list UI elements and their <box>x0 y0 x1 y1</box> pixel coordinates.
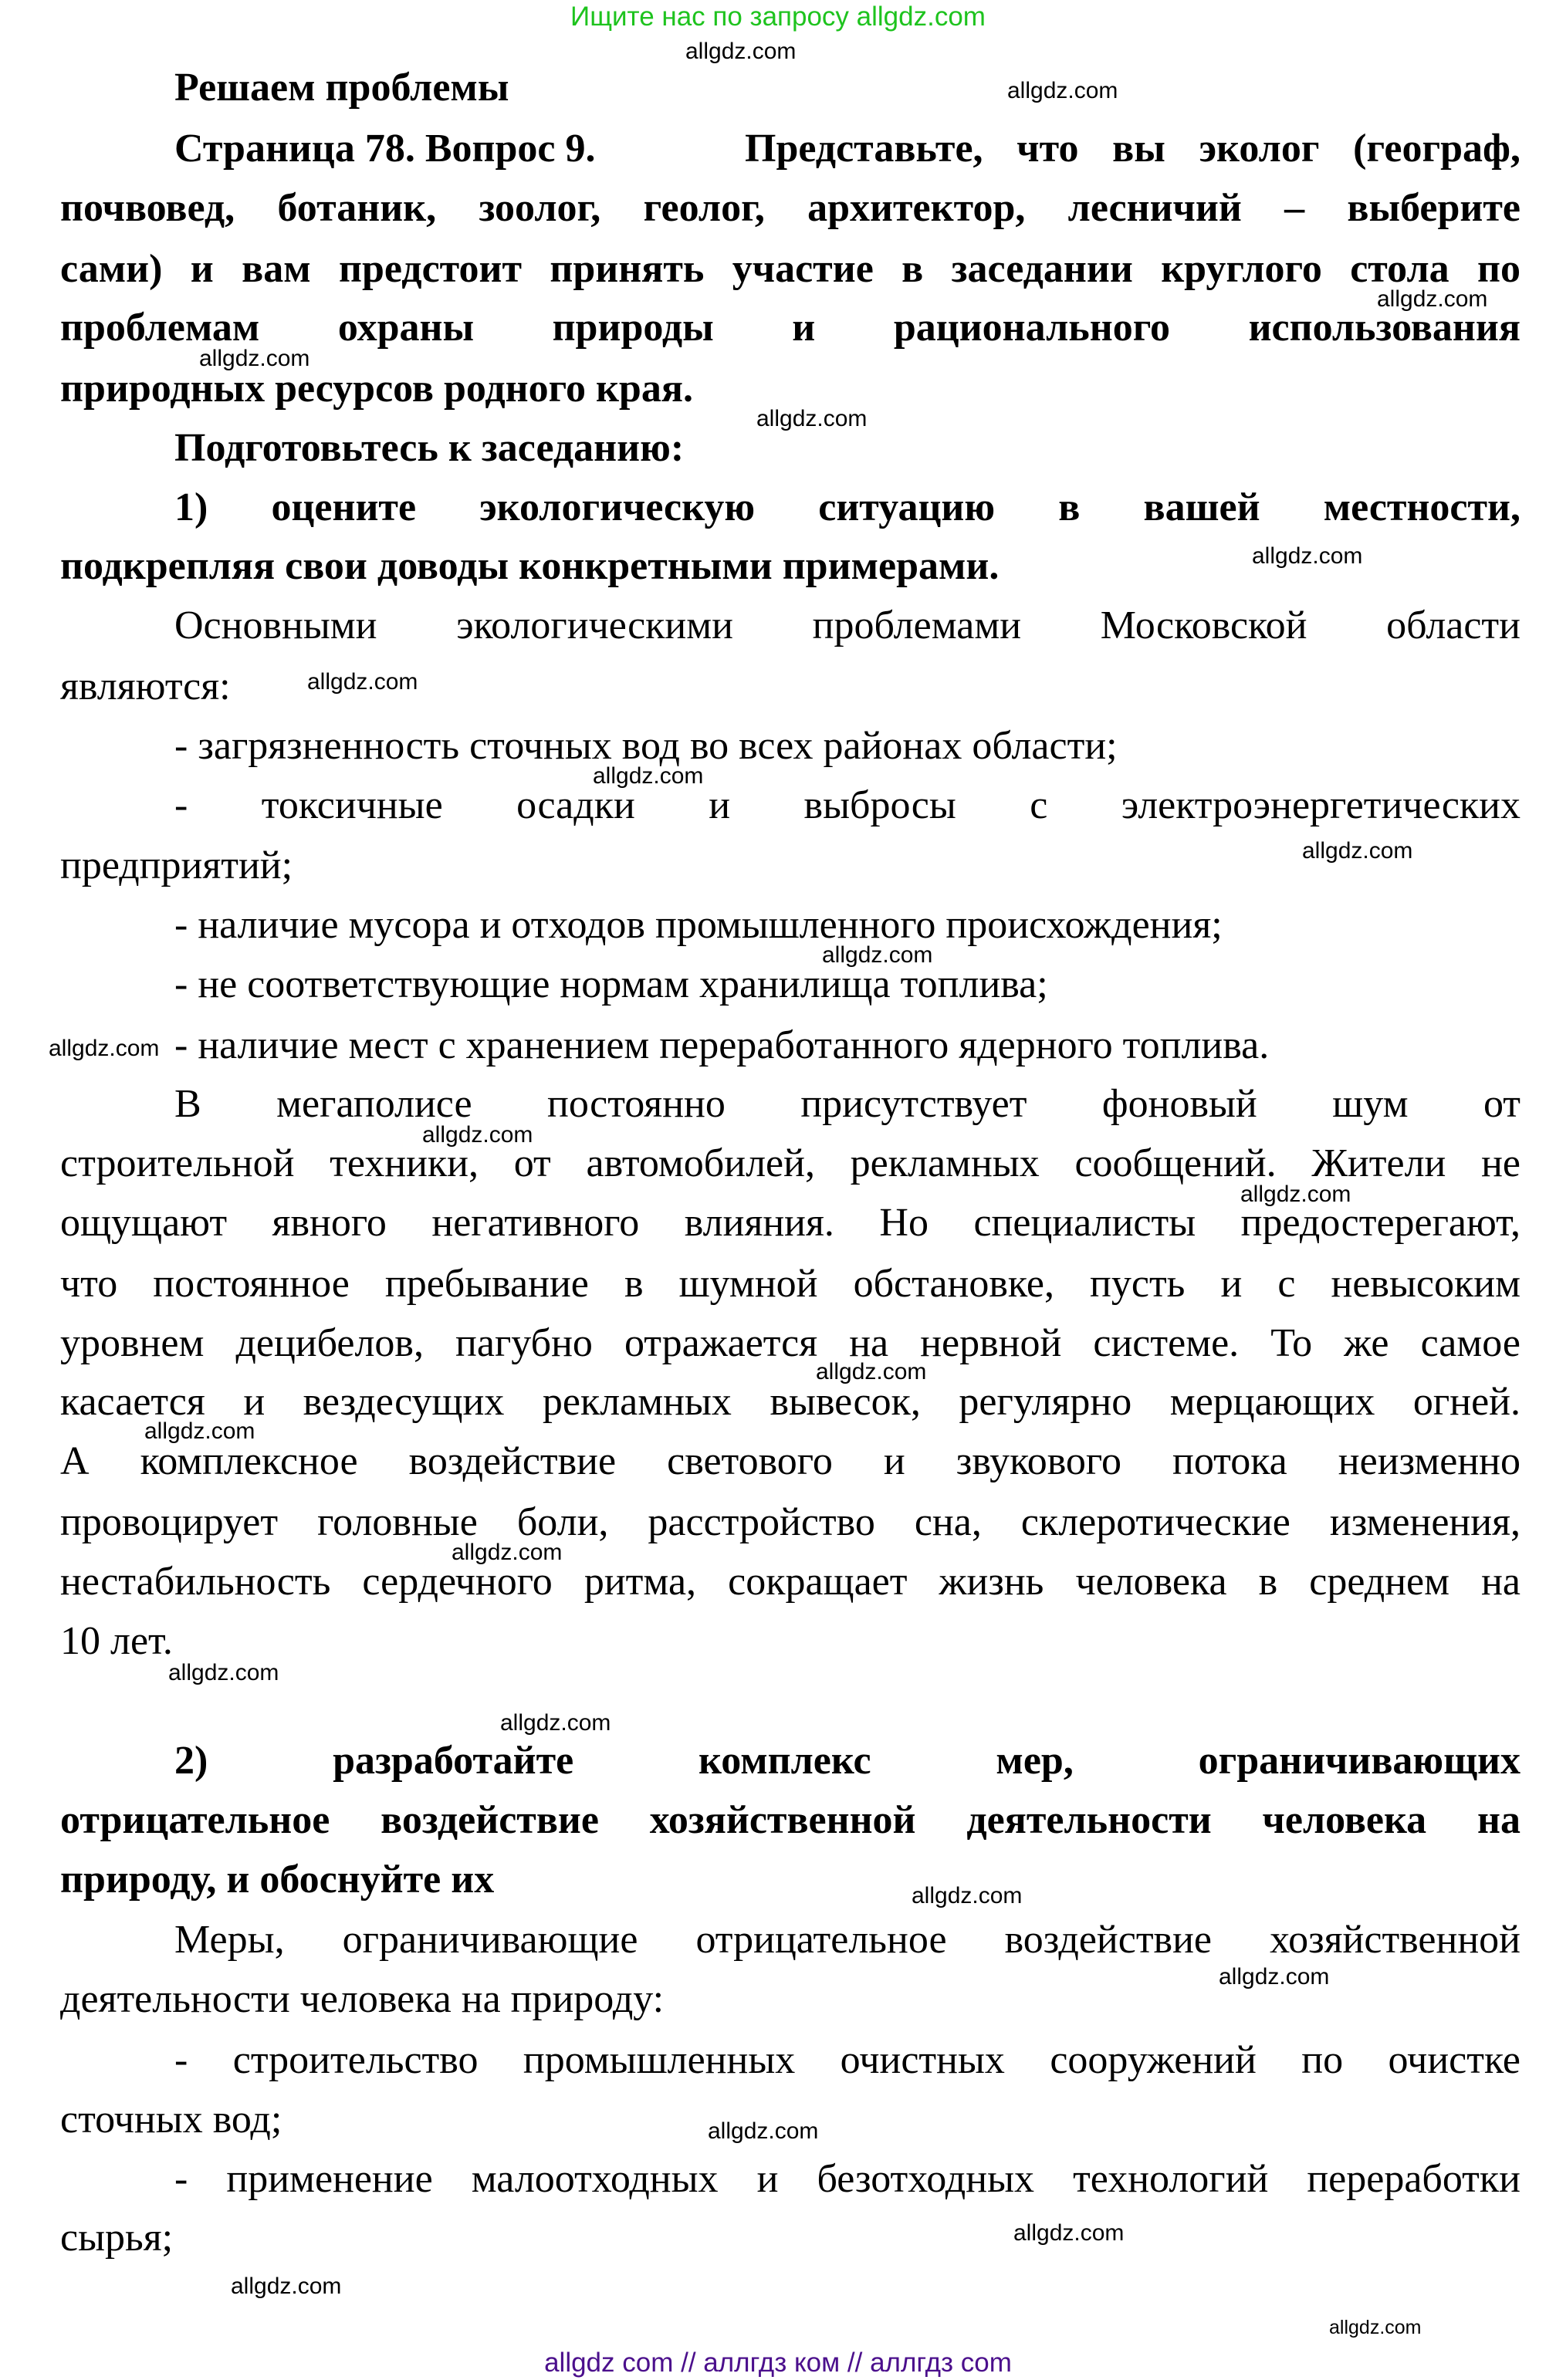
question-text: сами) и вам предстоит принять участие в заседании круглого стола по <box>60 247 1520 291</box>
paragraph-line: ощущают явного негативного влияния. Но специалисты предостерегают, <box>60 1201 1520 1245</box>
footer-banner[interactable]: allgdz com // аллгдз ком // аллгдз com <box>544 2348 1012 2378</box>
section-title: Решаем проблемы <box>174 66 509 110</box>
list-item: - наличие мусора и отходов промышленного происхождения; <box>174 903 1223 947</box>
watermark: allgdz.com <box>1302 838 1413 864</box>
list-item: предприятий; <box>60 843 293 887</box>
watermark: allgdz.com <box>685 39 797 64</box>
question-text: проблемам охраны природы и рационального использования <box>60 306 1520 350</box>
watermark: allgdz.com <box>593 763 704 789</box>
list-item: - токсичные осадки и выбросы с электроэнергетических <box>174 783 1520 827</box>
list-item: сырья; <box>60 2216 174 2260</box>
task-1: подкрепляя свои доводы конкретными примерами. <box>60 544 1000 588</box>
question-label: Страница 78. Вопрос 9. <box>174 127 596 171</box>
list-item: - применение малоотходных и безотходных технологий переработки <box>174 2157 1520 2201</box>
paragraph-line: уровнем децибелов, пагубно отражается на нервной системе. То же самое <box>60 1321 1520 1365</box>
question-text: почвовед, ботаник, зоолог, геолог, архитектор, лесничий – выберите <box>60 186 1520 230</box>
watermark: allgdz.com <box>1377 286 1488 312</box>
watermark: allgdz.com <box>1007 78 1118 103</box>
watermark: allgdz.com <box>231 2274 342 2299</box>
watermark: allgdz.com <box>816 1359 927 1384</box>
paragraph-line: Основными экологическими проблемами Московской области <box>174 603 1520 647</box>
question-text: природных ресурсов родного края. <box>60 367 693 411</box>
list-item: - загрязненность сточных вод во всех районах области; <box>174 724 1118 768</box>
watermark: allgdz.com <box>1013 2220 1125 2246</box>
search-banner[interactable]: Ищите нас по запросу allgdz.com <box>570 2 986 32</box>
watermark: allgdz.com <box>822 942 933 968</box>
watermark: allgdz.com <box>452 1540 563 1565</box>
watermark: allgdz.com <box>199 346 310 371</box>
list-item: - строительство промышленных очистных сооружений по очистке <box>174 2038 1520 2082</box>
watermark: allgdz.com <box>49 1036 160 1061</box>
watermark: allgdz.com <box>1329 2317 1422 2338</box>
task-1: 1) оцените экологическую ситуацию в вашей местности, <box>174 485 1520 529</box>
watermark: allgdz.com <box>912 1883 1023 1908</box>
watermark: allgdz.com <box>1240 1182 1351 1207</box>
paragraph-line: А комплексное воздействие светового и звукового потока неизменно <box>60 1439 1520 1483</box>
paragraph-line: провоцирует головные боли, расстройство сна, склеротические изменения, <box>60 1500 1520 1544</box>
task-2: отрицательное воздействие хозяйственной деятельности человека на <box>60 1798 1520 1842</box>
watermark: allgdz.com <box>144 1418 255 1444</box>
question-text-start: Представьте, что вы эколог (географ, <box>745 127 1520 171</box>
watermark: allgdz.com <box>168 1660 279 1685</box>
task-2: природу, и обоснуйте их <box>60 1858 495 1902</box>
paragraph-line: нестабильность сердечного ритма, сокращает жизнь человека в среднем на <box>60 1560 1520 1604</box>
paragraph-line: что постоянное пребывание в шумной обстановке, пусть и с невысоким <box>60 1262 1520 1306</box>
paragraph-line: 10 лет. <box>60 1619 173 1663</box>
paragraph-line: деятельности человека на природу: <box>60 1977 665 2021</box>
paragraph-line: являются: <box>60 664 231 708</box>
list-item: - наличие мест с хранением переработанного ядерного топлива. <box>174 1023 1270 1067</box>
watermark: allgdz.com <box>307 669 418 695</box>
paragraph-line: В мегаполисе постоянно присутствует фоновый шум от <box>174 1082 1520 1126</box>
watermark: allgdz.com <box>756 406 868 431</box>
watermark: allgdz.com <box>708 2118 819 2144</box>
list-item: - не соответствующие нормам хранилища топлива; <box>174 962 1048 1006</box>
list-item: сточных вод; <box>60 2098 282 2142</box>
task-2: 2) разработайте комплекс мер, ограничивающих <box>174 1739 1520 1783</box>
paragraph-line: Меры, ограничивающие отрицательное воздействие хозяйственной <box>174 1918 1520 1962</box>
subheading: Подготовьтесь к заседанию: <box>174 426 685 470</box>
paragraph-line: строительной техники, от автомобилей, рекламных сообщений. Жители не <box>60 1141 1520 1185</box>
paragraph-line: касается и вездесущих рекламных вывесок, регулярно мерцающих огней. <box>60 1380 1520 1424</box>
watermark: allgdz.com <box>422 1122 533 1148</box>
watermark: allgdz.com <box>1252 543 1363 569</box>
watermark: allgdz.com <box>500 1710 611 1736</box>
watermark: allgdz.com <box>1219 1964 1330 1990</box>
